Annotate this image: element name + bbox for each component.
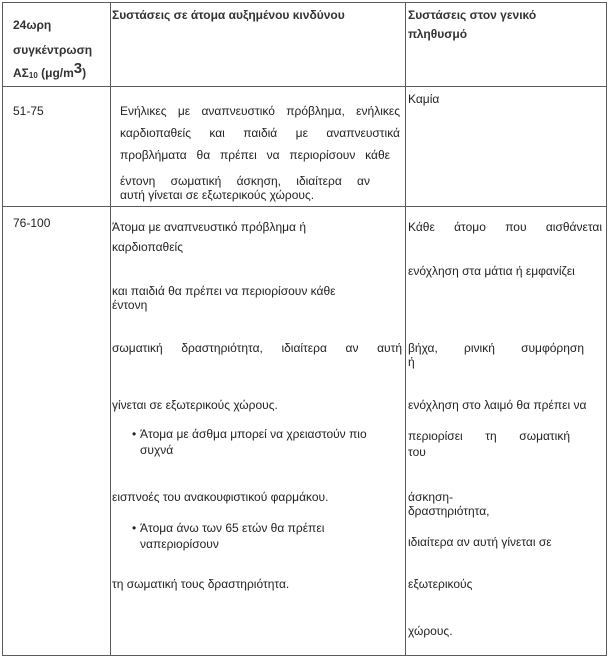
column-divider-2 [405, 2, 406, 656]
row-divider-header [2, 86, 607, 87]
risk-line: και παιδιά θα πρέπει να περιορίσουν κάθε [112, 284, 336, 298]
column-divider-1 [110, 2, 111, 656]
header-col2: Συστάσεις σε άτομα αυξημένου κινδύνου [112, 8, 345, 22]
bullet-line: Άτομα άνω των 65 ετών θα πρέπει [140, 521, 325, 535]
risk-line: αυτή γίνεται σε εξωτερικούς χώρους. [120, 188, 315, 202]
table-border-bottom [2, 655, 607, 656]
general-cell: Καμία [408, 92, 440, 106]
general-line: Κάθε άτομο που αισθάνεται [408, 220, 602, 234]
header-col3-line2: πληθυσμό [408, 27, 468, 41]
risk-line: προβλήματα θα πρέπει να περιορίσουν κάθε [120, 148, 390, 162]
risk-line: Άτομα με αναπνευστικό πρόβλημα ή [112, 220, 306, 234]
header-col1-line1: 24ωρη [13, 18, 52, 32]
risk-line: έντονη [112, 298, 148, 312]
range-cell: 51-75 [13, 104, 44, 118]
general-line: ή [408, 355, 415, 369]
risk-line: καρδιοπαθείς και παιδιά με αναπνευστικά [120, 126, 400, 140]
general-line: άσκηση- [408, 490, 454, 504]
general-line: περιορίσει τη σωματική [408, 429, 570, 443]
header-col1-line2: συγκέντρωση [13, 43, 93, 57]
risk-line: καρδιοπαθείς [112, 240, 183, 254]
table-border-right [606, 2, 607, 656]
range-cell: 76-100 [13, 216, 51, 230]
general-line: εξωτερικούς [408, 577, 473, 591]
risk-line: τη σωματική τους δραστηριότητα. [112, 577, 290, 591]
table-border-top [2, 2, 607, 3]
bullet-icon: • [132, 427, 137, 441]
bullet-line: συχνά [140, 443, 174, 457]
risk-line: εισπνοές του ανακουφιστικού φαρμάκου. [112, 490, 329, 504]
general-line: ενόχληση στα μάτια ή εμφανίζει [408, 264, 575, 278]
bullet-icon: • [132, 521, 137, 535]
general-line: ενόχληση στο λαιμό θα πρέπει να [408, 398, 587, 412]
aqi-recommendations-table [2, 2, 607, 656]
bullet-line: ναπεριορίσουν [140, 537, 219, 551]
risk-line: Ενήλικες με αναπνευστικό πρόβλημα, ενήλικες [120, 104, 400, 118]
general-line: του [408, 445, 426, 459]
header-col3-line1: Συστάσεις στον γενικό [408, 8, 537, 22]
header-col1-line3: $A\Sigma_{10}$ $(\mu g/m^3)$ [13, 60, 87, 80]
bullet-line: Άτομα με άσθμα μπορεί να χρειαστούν πιο [140, 427, 367, 441]
row-divider-1 [2, 206, 607, 207]
table-border-left [2, 2, 3, 656]
risk-line: σωματική δραστηριότητα, ιδιαίτερα αν αυτή [112, 341, 402, 355]
risk-line: έντονη σωματική άσκηση, ιδιαίτερα αν [120, 174, 370, 188]
general-line: ιδιαίτερα αν αυτή γίνεται σε [408, 535, 552, 549]
general-line: βήχα, ρινική συμφόρηση [408, 341, 584, 355]
general-line: χώρους. [408, 624, 453, 638]
risk-line: γίνεται σε εξωτερικούς χώρους. [112, 398, 278, 412]
general-line: δραστηριότητα, [408, 504, 490, 518]
